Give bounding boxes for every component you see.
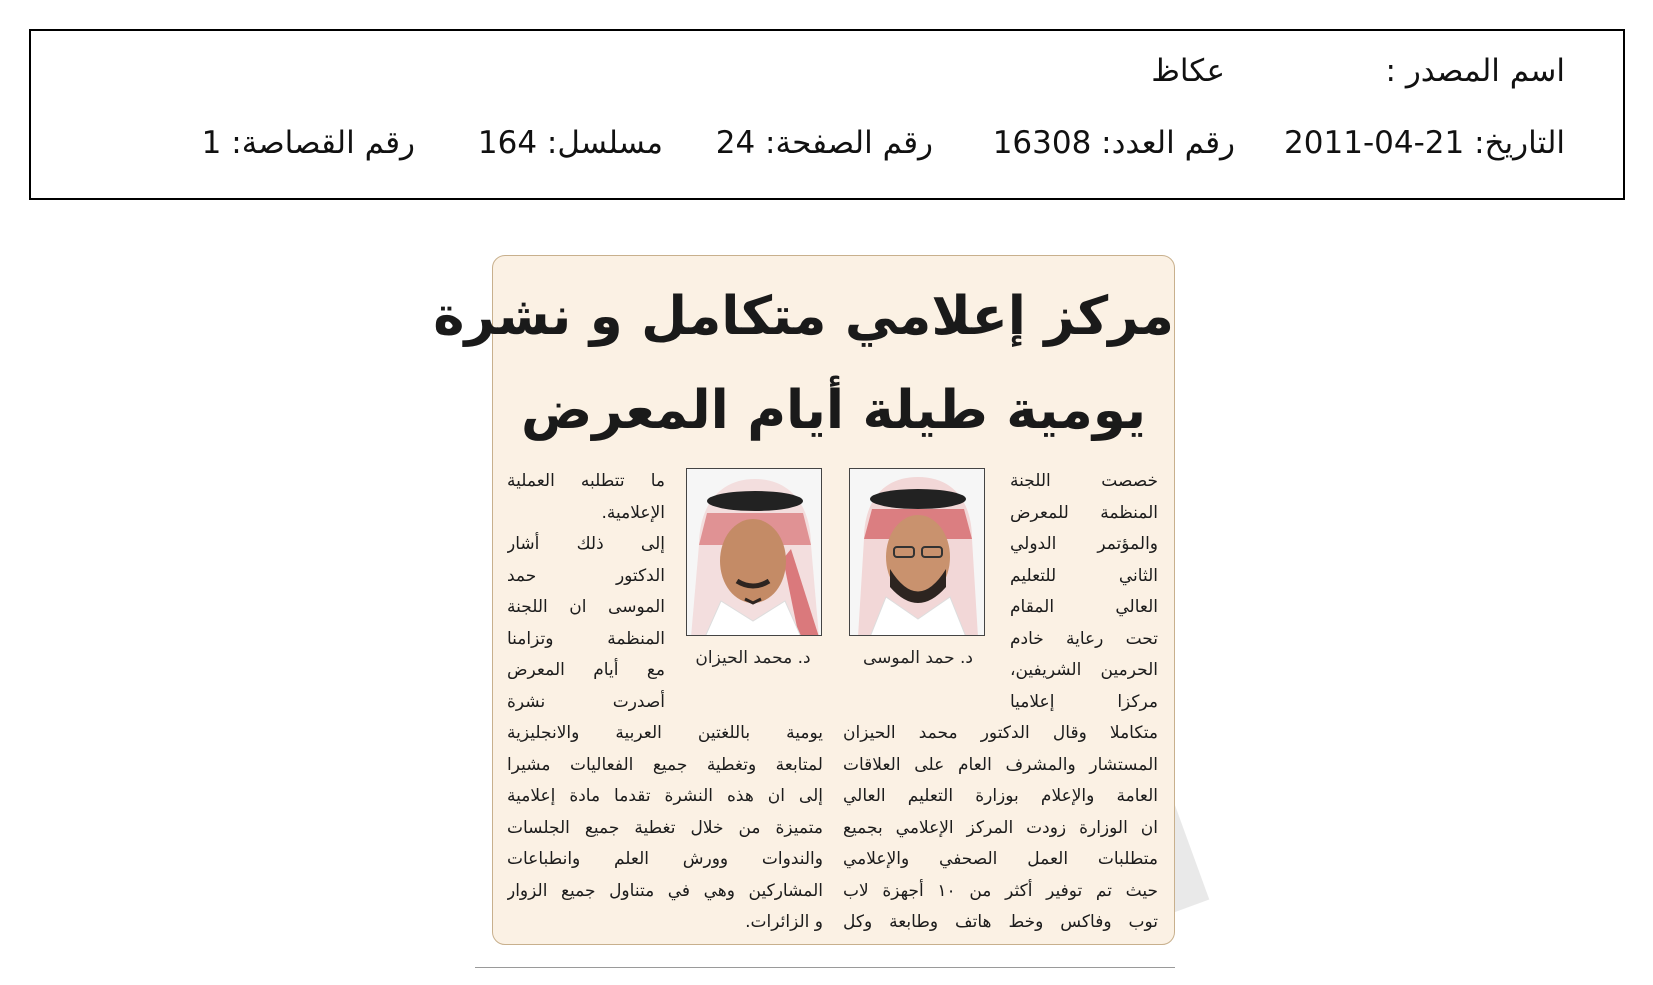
text-line: المشاركين وهي في متناول جميع الزوار — [507, 880, 823, 901]
source-value: عكاظ — [1151, 53, 1225, 89]
text-line: مع أيام المعرض — [507, 660, 665, 680]
clip-number-field: رقم القصاصة: 1 — [201, 125, 415, 161]
headline-line-2: يومية طيلة أيام المعرض — [520, 380, 1146, 441]
text-line: يومية باللغتين العربية والانجليزية — [507, 723, 823, 743]
article-column-bottom-right — [843, 718, 1158, 939]
text-line: تحت رعاية خادم — [1010, 628, 1158, 649]
text-line: توب وفاكس وخط هاتف وطابعة وكل — [843, 912, 1158, 932]
page-number-field: رقم الصفحة: 24 — [715, 125, 933, 161]
text-line: خصصت اللجنة — [1010, 471, 1158, 491]
newspaper-clipping — [433, 255, 1175, 945]
photo-caption-left: د. محمد الحيزان — [695, 648, 811, 668]
bottom-divider — [475, 967, 1175, 968]
text-line: حيث تم توفير أكثر من ١٠ أجهزة لاب — [843, 880, 1158, 901]
text-line: إلى ذلك أشار — [507, 534, 665, 554]
text-line: الإعلامية. — [601, 502, 665, 523]
source-info-box — [29, 29, 1625, 200]
source-label: اسم المصدر : — [1385, 53, 1565, 89]
text-line: ما تتطلبه العملية — [507, 471, 665, 491]
text-line: والندوات وورش العلم وانطباعات — [507, 849, 823, 869]
source-row — [51, 51, 1565, 91]
text-line: أصدرت نشرة — [507, 691, 665, 712]
text-line: المنظمة للمعرض — [1010, 502, 1158, 523]
text-line: و الزائرات. — [745, 912, 823, 932]
text-line: ان الوزارة زودت المركز الإعلامي بجميع — [843, 817, 1158, 838]
text-line: الحرمين الشريفين، — [1010, 660, 1158, 680]
text-line: الموسى ان اللجنة — [507, 597, 665, 617]
text-line: مركزا إعلاميا — [1010, 691, 1158, 712]
headline-line-1: مركز إعلامي متكامل و نشرة — [433, 286, 1174, 347]
text-line: متميزة من خلال تغطية جميع الجلسات — [507, 817, 823, 838]
photo-caption-right: د. حمد الموسى — [863, 648, 973, 668]
article-column-bottom-left — [507, 718, 823, 939]
portrait-photo-icon — [849, 468, 985, 636]
text-line: متكاملا وقال الدكتور محمد الحيزان — [843, 723, 1158, 743]
text-line: المنظمة وتزامنا — [507, 628, 665, 649]
article-column-right — [1010, 466, 1158, 718]
text-line: العامة والإعلام بوزارة التعليم العالي — [843, 786, 1158, 806]
metadata-row — [51, 123, 1565, 163]
serial-number-field: مسلسل: 164 — [477, 125, 663, 161]
text-line: الثاني للتعليم — [1010, 565, 1158, 586]
text-line: الدكتور حمد — [507, 565, 665, 586]
text-line: متطلبات العمل الصحفي والإعلامي — [843, 849, 1158, 869]
article-column-left — [507, 466, 665, 718]
text-line: والمؤتمر الدولي — [1010, 534, 1158, 554]
text-line: لمتابعة وتغطية جميع الفعاليات مشيرا — [507, 754, 823, 775]
text-line: إلى ان هذه النشرة تقدما مادة إعلامية — [507, 786, 823, 806]
portrait-photo-icon — [686, 468, 822, 636]
issue-number-field: رقم العدد: 16308 — [992, 125, 1235, 161]
text-line: العالي المقام — [1010, 597, 1158, 617]
date-field: التاريخ: 21-04-2011 — [1284, 125, 1565, 161]
text-line: المستشار والمشرف العام على العلاقات — [843, 754, 1158, 775]
